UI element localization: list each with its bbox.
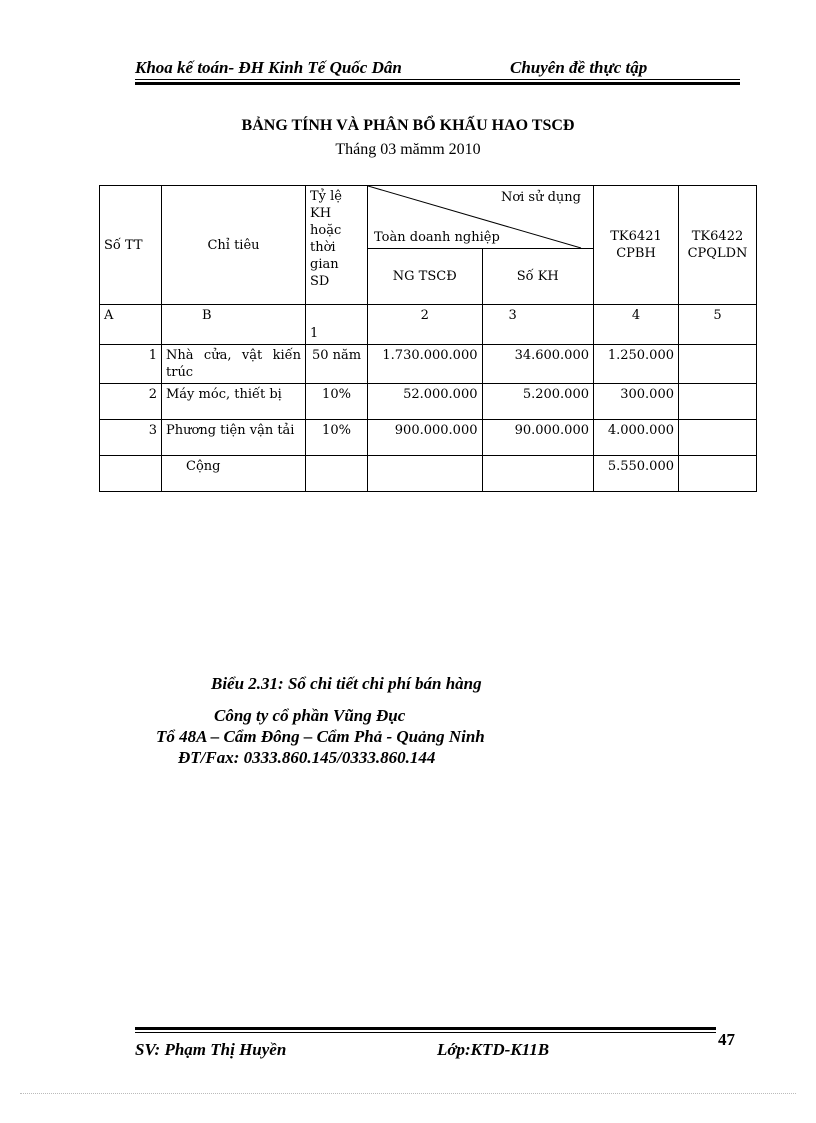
table-row: [100, 420, 757, 456]
page-subtitle: Tháng 03 mămm 2010: [335, 141, 481, 158]
tk6421-code: TK6421: [610, 229, 662, 244]
code-a: A: [100, 305, 162, 345]
footer-rule-thick: [135, 1027, 716, 1030]
total-row: [100, 456, 757, 492]
total-tyle: [306, 456, 368, 492]
tyle-word-6: SD: [310, 274, 330, 289]
row-cpbh: 4.000.000: [594, 420, 679, 456]
row-stt: 2: [100, 384, 162, 420]
header-rule-thick: [135, 82, 740, 85]
row-kh: 90.000.000: [482, 420, 594, 456]
tyle-word-5: gian: [310, 257, 339, 272]
header-left: Khoa kế toán- ĐH Kinh Tế Quốc Dân: [135, 58, 402, 77]
header-tk6422: [679, 186, 757, 305]
tk6422-code: TK6422: [691, 229, 744, 244]
row-chitieu: Máy móc, thiết bị: [162, 384, 306, 420]
header-stt: Số TT: [100, 186, 162, 305]
code-1: 1: [306, 305, 368, 345]
total-stt: [100, 456, 162, 492]
header-ng-tscd: NG TSCĐ: [368, 249, 483, 305]
footer-rule-thin: [135, 1032, 716, 1033]
row-stt: 1: [100, 345, 162, 384]
row-ng: 900.000.000: [368, 420, 483, 456]
header-noi-su-dung: [368, 186, 594, 249]
header-tyle: [306, 186, 368, 305]
row-chitieu: Phương tiện vận tải: [162, 420, 306, 456]
label-toan-dn: Toàn doanh nghiệp: [374, 230, 500, 245]
caption-address: Tổ 48A – Cẩm Đông – Cẩm Phả - Quảng Ninh: [156, 727, 485, 746]
caption-phone: ĐT/Fax: 0333.860.145/0333.860.144: [178, 748, 436, 767]
table-row: [100, 384, 757, 420]
tyle-word-4: thời: [310, 240, 336, 255]
code-b: B: [162, 305, 306, 345]
row-tyle: 10%: [306, 384, 368, 420]
tyle-word-2: KH: [310, 206, 332, 221]
header-so-kh: Số KH: [482, 249, 594, 305]
header-chitieu: Chỉ tiêu: [162, 186, 306, 305]
row-kh: 34.600.000: [482, 345, 594, 384]
total-kh: [482, 456, 594, 492]
page-title: BẢNG TÍNH VÀ PHÂN BỔ KHẤU HAO TSCĐ: [241, 117, 575, 134]
header-rule-thin: [135, 79, 740, 80]
tk6421-name: CPBH: [616, 246, 656, 261]
code-2: 2: [368, 305, 483, 345]
row-stt: 3: [100, 420, 162, 456]
row-tyle: 50 năm: [306, 345, 368, 384]
row-tyle: 10%: [306, 420, 368, 456]
footer-class: Lớp:KTD-K11B: [437, 1040, 550, 1059]
row-cpql: [679, 384, 757, 420]
row-cpbh: 1.250.000: [594, 345, 679, 384]
row-cpql: [679, 345, 757, 384]
caption-company: Công ty cổ phần Vũng Đục: [214, 706, 406, 725]
code-4: 4: [594, 305, 679, 345]
tyle-word-3: hoặc: [310, 223, 342, 238]
caption-title: Biểu 2.31: Sổ chi tiết chi phí bán hàng: [211, 674, 482, 693]
code-3: 3: [482, 305, 594, 345]
header-tk6421: [594, 186, 679, 305]
total-ng: [368, 456, 483, 492]
page-number: 47: [718, 1030, 735, 1049]
header-right: Chuyên đề thực tập: [510, 58, 648, 77]
row-cpbh: 300.000: [594, 384, 679, 420]
depreciation-table: [99, 185, 757, 492]
total-label: Cộng: [162, 456, 306, 492]
bottom-dotted-line: [20, 1093, 796, 1094]
tk6422-name: CPQLDN: [687, 246, 748, 261]
code-5: 5: [679, 305, 757, 345]
row-kh: 5.200.000: [482, 384, 594, 420]
total-cpql: [679, 456, 757, 492]
row-ng: 52.000.000: [368, 384, 483, 420]
row-cpql: [679, 420, 757, 456]
total-cpbh: 5.550.000: [594, 456, 679, 492]
row-ng: 1.730.000.000: [368, 345, 483, 384]
label-noi-su-dung: Nơi sử dụng: [500, 190, 581, 205]
table-row: [100, 345, 757, 384]
tyle-word-1: Tỷ lệ: [310, 189, 342, 204]
row-chitieu: Nhà cửa, vật kiến trúc: [162, 345, 306, 384]
footer-student: SV: Phạm Thị Huyền: [135, 1040, 287, 1059]
